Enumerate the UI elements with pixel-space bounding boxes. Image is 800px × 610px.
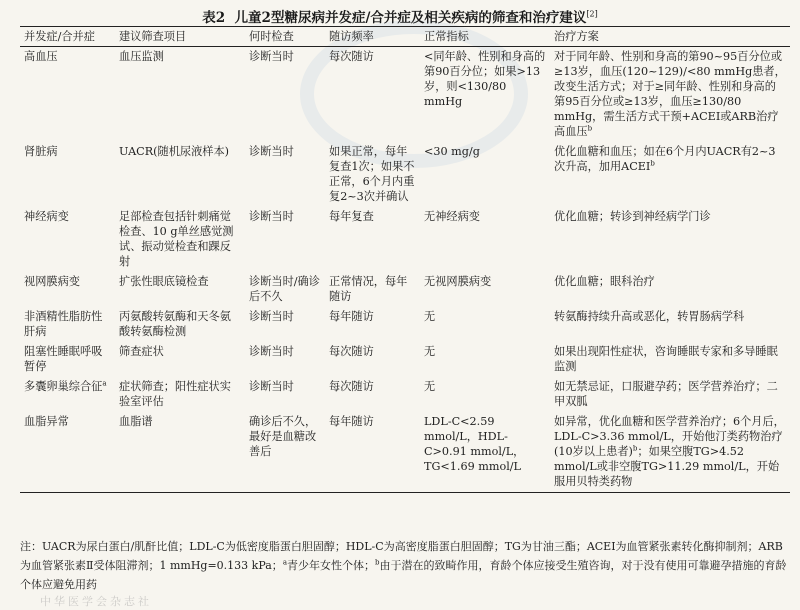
footnote-marker: b: [650, 159, 655, 168]
screening-table: [20, 26, 790, 493]
table-row: [20, 142, 790, 207]
footnote-main: 注：UACR为尿白蛋白/肌酐比值；LDL-C为低密度脂蛋白胆固醇；HDL-C为高密度脂蛋白胆固醇；TG为甘油三酯；ACEI为血管紧张素转化酶抑制剂；ARB为血管紧张素Ⅱ受体阻滞剂；1 mmHg=0.133 kPa；: [20, 540, 783, 572]
caption-reference: [2]: [586, 9, 598, 19]
footnote-marker-b: b: [375, 558, 380, 567]
footnote-b-text: 由于潜在的致畸作用，育龄个体应接受生殖咨询，对于没有使用可靠避孕措施的育龄个体应避免用药: [20, 559, 787, 591]
cell-frequency: 每年复查: [329, 210, 374, 223]
caption-label: 表2: [202, 10, 226, 26]
footnote-marker: a: [102, 379, 107, 388]
cell-normal: 无: [424, 310, 436, 323]
treatment-text: 优化血糖和血压；如在6个月内UACR有2~3次升高，加用ACEI: [554, 145, 776, 173]
cell-disease: 血脂异常: [20, 412, 115, 493]
cell-frequency: 每次随访: [329, 50, 374, 63]
cell-normal: 无视网膜病变: [424, 275, 492, 288]
disease-text: 多囊卵巢综合征: [24, 380, 103, 393]
header-normal: 正常指标: [420, 27, 550, 47]
treatment-text: 对于同年龄、性别和身高的第90~95百分位或≥13岁，血压(120~129)/<80 mmHg患者，改变生活方式；对于≥同年龄、性别和身高的第95百分位或≥13岁，血压≥130/80 mmHg，需生活方式干预+ACEI或ARB治疗高血压: [554, 50, 786, 138]
cell-frequency: 如果正常，每年复查1次；如果不正常，6个月内重复2~3次并确认: [329, 145, 415, 203]
footnote-marker: b: [632, 444, 638, 453]
cell-screening: UACR(随机尿液样本): [119, 145, 230, 158]
header-disease: 并发症/合并症: [20, 27, 115, 47]
cell-timing: 诊断当时: [249, 310, 294, 323]
table-caption: [0, 6, 800, 26]
cell-disease: 神经病变: [24, 210, 69, 223]
cell-disease: 高血压: [24, 50, 58, 63]
cell-timing: 诊断当时: [249, 210, 294, 223]
cell-timing: 诊断当时: [249, 50, 294, 63]
cell-timing: 诊断当时: [249, 345, 294, 358]
cell-disease: 肾脏病: [24, 145, 58, 158]
table-row: [20, 342, 790, 377]
cell-treatment: 转氨酶持续升高或恶化，转胃肠病学科: [554, 310, 745, 323]
cell-timing: 诊断当时: [249, 380, 294, 393]
cell-screening: 扩张性眼底镜检查: [119, 275, 209, 288]
treatment-text: 如异常，优化血糖和医学营养治疗；6个月后，LDL-C>3.36 mmol/L，开始他汀类药物治疗(10岁以上患者): [554, 415, 785, 458]
cell-timing: 确诊后不久，最好是血糖改善后: [245, 412, 325, 493]
cell-treatment: 优化血糖；眼科治疗: [554, 275, 655, 288]
cell-treatment: 优化血糖；转诊到神经病学门诊: [554, 210, 711, 223]
cell-frequency: 每年随访: [325, 412, 420, 493]
header-frequency: 随访频率: [325, 27, 420, 47]
cell-screening: 丙氨酸转氨酶和天冬氨酸转氨酶检测: [119, 310, 231, 338]
cell-treatment: 如无禁忌证，口服避孕药；医学营养治疗；二甲双胍: [554, 380, 778, 408]
footnote-marker-a: a: [282, 558, 287, 567]
table-row: [20, 47, 790, 143]
cell-disease: 视网膜病变: [24, 275, 80, 288]
cell-timing: 诊断当时: [249, 145, 294, 158]
cell-screening: 血压监测: [119, 50, 164, 63]
cell-screening: 足部检查包括针刺痛觉检查、10 g单丝感觉测试、振动觉检查和踝反射: [119, 210, 234, 268]
table-footnote: [20, 537, 790, 594]
cell-timing: 诊断当时/确诊后不久: [249, 275, 320, 303]
cell-treatment: [550, 142, 790, 207]
footnote-a-text: 青少年女性个体；: [287, 559, 375, 572]
header-timing: 何时检查: [245, 27, 325, 47]
cell-disease: [20, 377, 115, 412]
cell-normal: 无: [424, 345, 436, 358]
table-row: [20, 377, 790, 412]
footnote-marker: b: [587, 124, 593, 133]
table-row: [20, 207, 790, 272]
cell-normal: 无: [424, 380, 436, 393]
cell-normal: LDL-C<2.59 mmol/L，HDL-C>0.91 mmol/L，TG<1.69 mmol/L: [420, 412, 550, 493]
cell-normal: <30 mg/g: [424, 145, 480, 158]
cell-normal: 无神经病变: [424, 210, 480, 223]
cell-disease: 阻塞性睡眠呼吸暂停: [24, 345, 103, 373]
table-row: [20, 412, 790, 493]
cell-screening: 症状筛查；阳性症状实验室评估: [119, 380, 231, 408]
cell-treatment: [550, 412, 790, 493]
publisher-watermark: 中华医学会杂志社: [40, 595, 152, 608]
cell-frequency: 每次随访: [329, 345, 374, 358]
cell-normal: <同年龄、性别和身高的第90百分位；如果>13岁，则<130/80 mmHg: [424, 50, 546, 108]
cell-frequency: 每年随访: [329, 310, 374, 323]
header-row: [20, 27, 790, 47]
header-screening: 建议筛查项目: [115, 27, 245, 47]
table-row: [20, 307, 790, 342]
cell-frequency: 正常情况，每年随访: [329, 275, 408, 303]
cell-treatment: [550, 47, 790, 143]
cell-screening: 筛查症状: [119, 345, 164, 358]
header-treatment: 治疗方案: [550, 27, 790, 47]
cell-frequency: 每次随访: [329, 380, 374, 393]
cell-treatment: 如果出现阳性症状，咨询睡眠专家和多导睡眠监测: [554, 345, 778, 373]
cell-disease: 非酒精性脂肪性肝病: [24, 310, 103, 338]
table-row: [20, 272, 790, 307]
treatment-text-tail: ；如果空腹TG>4.52 mmol/L或非空腹TG>11.29 mmol/L，开始服用贝特类药物: [554, 445, 780, 488]
caption-title: 儿童2型糖尿病并发症/合并症及相关疾病的筛查和治疗建议: [234, 10, 587, 26]
cell-screening: 血脂谱: [115, 412, 245, 493]
